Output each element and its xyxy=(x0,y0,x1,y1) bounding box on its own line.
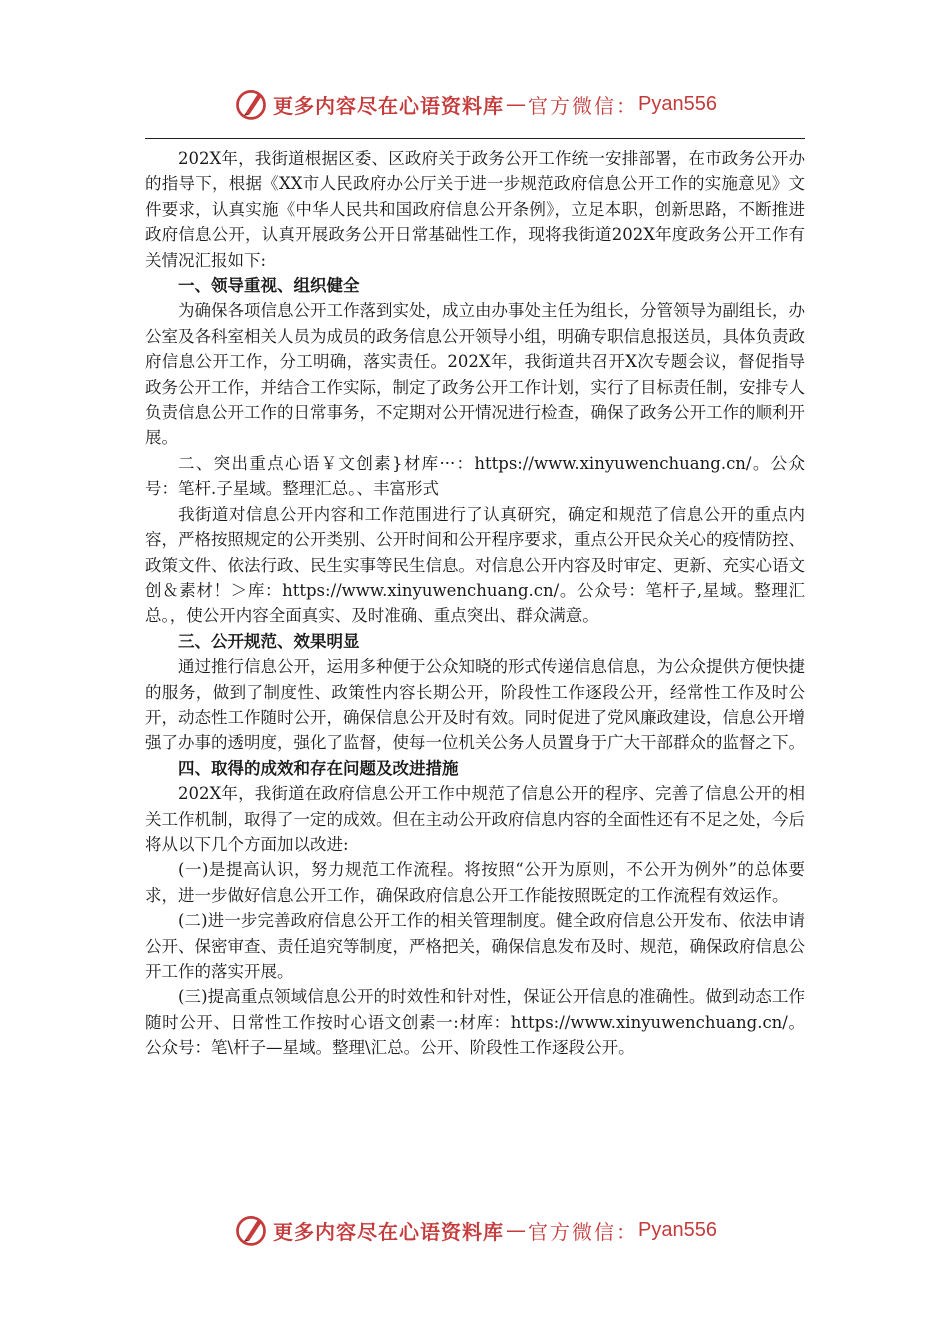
section-heading-1: 一、领导重视、组织健全 xyxy=(178,276,360,296)
section-heading-4: 四、取得的成效和存在问题及改进措施 xyxy=(178,758,459,778)
section-1-paragraph: 为确保各项信息公开工作落到实处，成立由办事处主任为组长，分管领导为副组长，办公室及各科室相关人员为成员的政务信息公开领导小组，明确专职信息报送员，具体负责政府信息公开工作，分工明确，落实责任。202X年，我街道共召开X次专题会议，督促指导政务公开工作，并结合工作实际，制定了政务公开工作计划，实行了目标责任制，安排专人负责信息公开工作的日常事务，不定期对公开情况进行检查，确保了政务公开工作的顺利开展。 xyxy=(145,301,805,448)
footer-banner xyxy=(0,1208,950,1252)
section-heading-3: 三、公开规范、效果明显 xyxy=(178,631,360,651)
header-divider xyxy=(145,138,805,139)
measure-2-paragraph: (二)进一步完善政府信息公开工作的相关管理制度。健全政府信息公开发布、依法申请公开、保密审查、责任追究等制度，严格把关，确保信息发布及时、规范，确保政府信息公开工作的落实开展。 xyxy=(145,911,805,981)
intro-paragraph: 202X年，我街道根据区委、区政府关于政务公开工作统一安排部署，在市政务公开办的指导下，根据《XX市人民政府办公厅关于进一步规范政府信息公开工作的实施意见》文件要求，认真实施《中华人民共和国政府信息公开条例》，立足本职，创新思路，不断推进政府信息公开，认真开展政务公开日常基础性工作，现将我街道202X年度政务公开工作有关情况汇报如下: xyxy=(145,149,805,270)
header-wechat-id: Pyan556 xyxy=(638,92,717,115)
document-body xyxy=(145,146,805,1061)
footer-wechat-id: Pyan556 xyxy=(638,1218,717,1241)
section-4-paragraph: 202X年，我街道在政府信息公开工作中规范了信息公开的程序、完善了信息公开的相关工作机制，取得了一定的成效。但在主动公开政府信息内容的全面性还有不足之处，今后将从以下几个方面加以改进: xyxy=(145,784,805,854)
measure-1-paragraph: (一)是提高认识，努力规范工作流程。将按照“公开为原则，不公开为例外”的总体要求，进一步做好信息公开工作，确保政府信息公开工作能按照既定的工作流程有效运作。 xyxy=(145,860,805,905)
section-heading-2: 二、突出重点心语￥文创素}材库···：https://www.xinyuwenchuang.cn/。公众号：笔杆.子星域。整理汇总。、丰富形式 xyxy=(145,453,805,499)
header-wechat-label: 官方微信： xyxy=(528,93,639,118)
header-brand-text: 更多内容尽在心语资料库 xyxy=(273,93,505,118)
header-dash: — xyxy=(506,92,527,116)
footer-wechat-label: 官方微信： xyxy=(528,1219,639,1244)
measure-3-paragraph: (三)提高重点领域信息公开的时效性和针对性，保证公开信息的准确性。做到动态工作随时公开、日常性工作按时心语文创素一:材库：https://www.xinyuwenchuang.cn/。公众号：笔\杆子—星域。整理\汇总。公开、阶段性工作逐段公开。 xyxy=(145,987,805,1058)
section-2-paragraph: 我街道对信息公开内容和工作范围进行了认真研究，确定和规范了信息公开的重点内容，严格按照规定的公开类别、公开时间和公开程序要求，重点公开民众关心的疫情防控、政策文件、依法行政、民生实事等民生信息。对信息公开内容及时审定、更新、充实心语文创＆素材！＞库：https://www.xinyuwenchuang.cn/。公众号：笔杆子,星域。整理汇总。，使公开内容全面真实、及时准确、重点突出、群众满意。 xyxy=(145,504,805,626)
footer-dash: — xyxy=(506,1218,527,1242)
header-banner xyxy=(0,82,950,126)
footer-brand-text: 更多内容尽在心语资料库 xyxy=(273,1219,505,1244)
pen-nib-logo-icon xyxy=(233,86,269,122)
pen-nib-logo-icon xyxy=(233,1212,269,1248)
section-3-paragraph: 通过推行信息公开，运用多种便于公众知晓的形式传递信息信息，为公众提供方便快捷的服务，做到了制度性、政策性内容长期公开，阶段性工作逐段公开，经常性工作及时公开，动态性工作随时公开，确保信息公开及时有效。同时促进了党风廉政建设，信息公开增强了办事的透明度，强化了监督，使每一位机关公务人员置身于广大干部群众的监督之下。 xyxy=(145,657,805,753)
